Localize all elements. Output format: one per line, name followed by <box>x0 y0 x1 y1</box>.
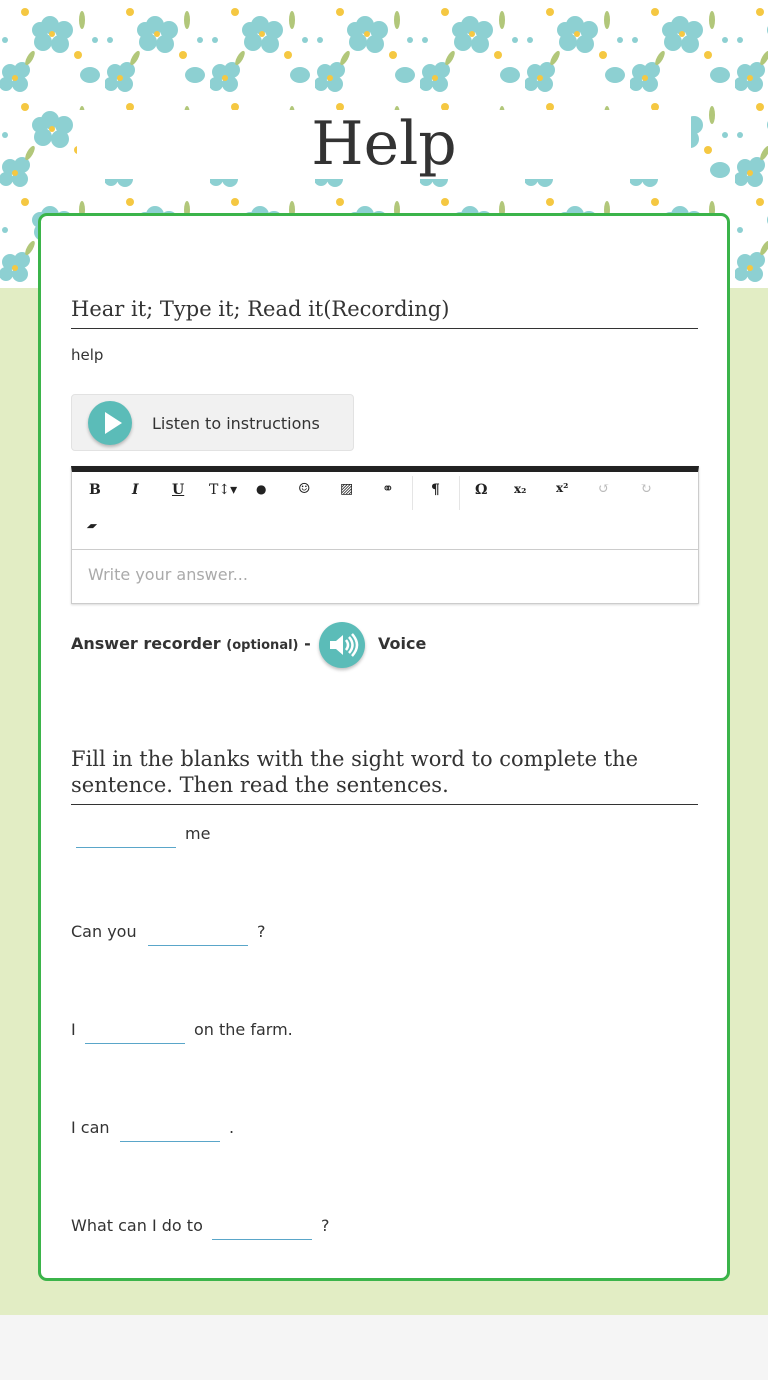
blank-input[interactable] <box>85 1022 185 1044</box>
answer-input[interactable]: Write your answer... <box>72 549 698 604</box>
sentence-text: I <box>71 1020 76 1039</box>
listen-label: Listen to instructions <box>152 414 320 433</box>
blank-input[interactable] <box>148 924 248 946</box>
optional-label: (optional) <box>226 638 299 653</box>
sentence-text: . <box>229 1118 235 1137</box>
rich-text-editor <box>71 466 699 604</box>
underline-button[interactable]: U <box>172 482 185 498</box>
color-drop-icon[interactable]: ● <box>256 482 267 496</box>
sentence-text: I can <box>71 1118 110 1137</box>
answer-recorder-label <box>71 634 311 653</box>
subscript-button[interactable]: x₂ <box>514 482 527 496</box>
blank-input[interactable] <box>212 1218 312 1240</box>
toolbar-divider <box>459 476 460 510</box>
dash: - <box>304 634 311 653</box>
voice-record-button[interactable] <box>319 622 365 668</box>
recorder-label: Answer recorder <box>71 634 221 653</box>
blank-input[interactable] <box>76 826 176 848</box>
sentence-text: on the farm. <box>194 1020 293 1039</box>
section-heading: Fill in the blanks with the sight word to complete the sentence. Then read the sentences. <box>71 746 698 805</box>
paragraph-direction-icon[interactable]: ¶ <box>431 482 440 498</box>
voice-label: Voice <box>378 634 427 653</box>
worksheet-card <box>38 213 730 1281</box>
emoji-icon[interactable]: ☺ <box>298 481 311 497</box>
toolbar-divider <box>412 476 413 510</box>
undo-icon[interactable]: ↺ <box>598 481 610 497</box>
sentence-text: ? <box>321 1216 330 1235</box>
link-icon[interactable]: ⚭ <box>382 481 394 497</box>
sentence-text: What can I do to <box>71 1216 203 1235</box>
sentence-text: Can you <box>71 922 137 941</box>
redo-icon[interactable]: ↻ <box>640 481 652 497</box>
bold-button[interactable]: B <box>89 482 101 498</box>
text-size-button[interactable]: T↕▾ <box>209 482 238 498</box>
italic-button[interactable]: I <box>132 482 139 498</box>
image-icon[interactable]: ▨ <box>340 481 354 497</box>
section-heading: Hear it; Type it; Read it(Recording) <box>71 296 698 329</box>
speaker-icon <box>319 622 365 668</box>
eraser-icon[interactable]: ▰ <box>84 519 100 532</box>
listen-instructions-button[interactable] <box>71 394 354 451</box>
prompt-text: help <box>71 346 104 364</box>
page-title: Help <box>77 110 691 179</box>
special-char-icon[interactable]: Ω <box>475 482 488 498</box>
sentence-text: me <box>185 824 211 843</box>
sentence-text: ? <box>257 922 266 941</box>
play-icon <box>88 401 132 445</box>
superscript-button[interactable]: x² <box>556 481 569 495</box>
blank-input[interactable] <box>120 1120 220 1142</box>
